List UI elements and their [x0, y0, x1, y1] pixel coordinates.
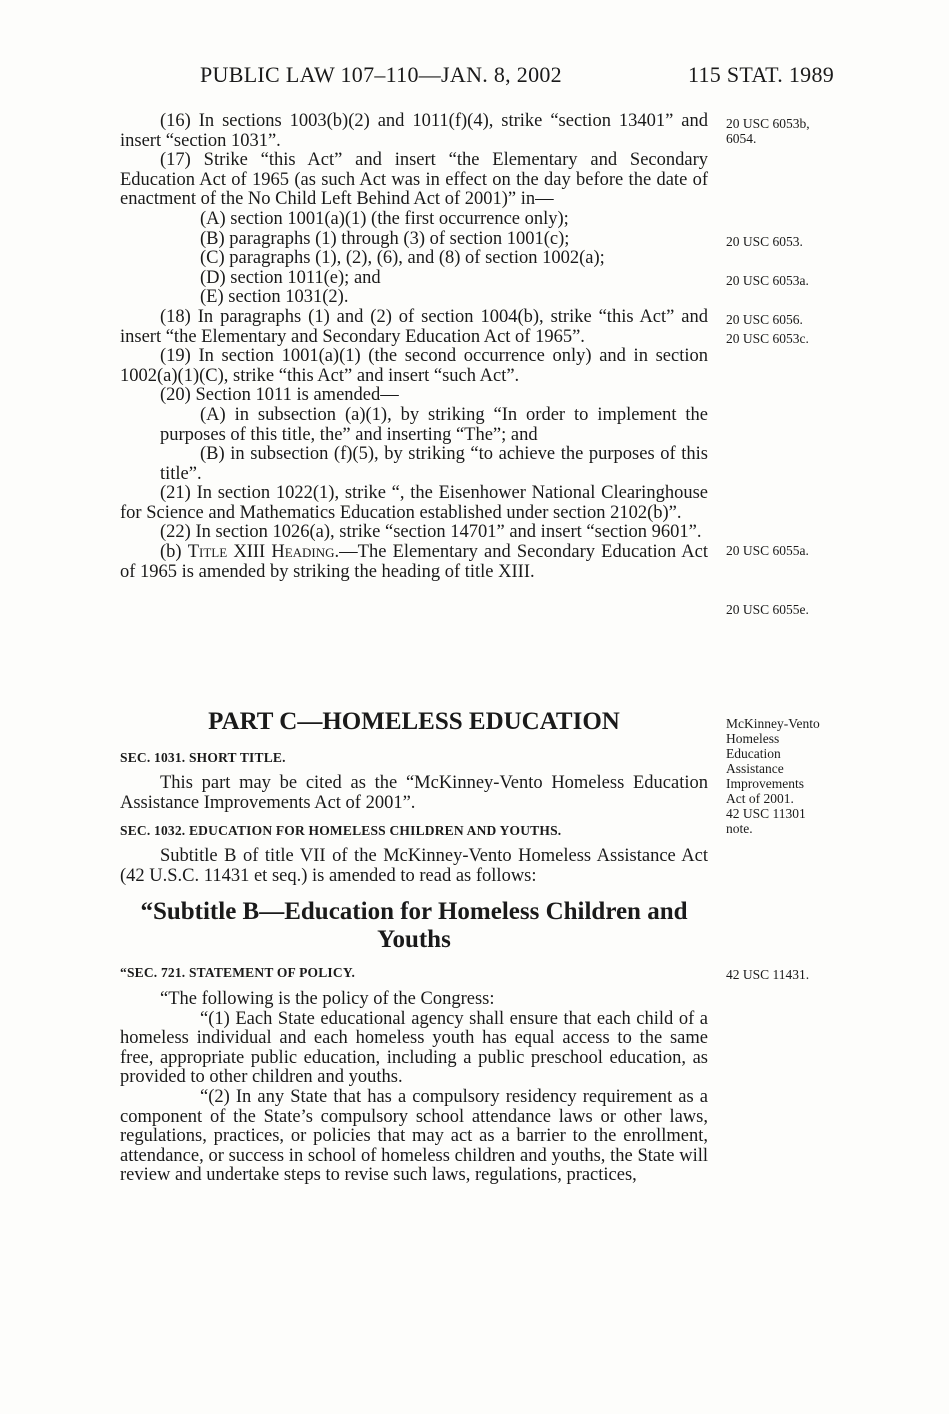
paragraph-18: (18) In paragraphs (1) and (2) of section 1004(b), strike “this Act” and insert “the Elementary and Secondary Education Act of 1965”. [120, 306, 708, 347]
margin-note-line: 6054. [726, 131, 757, 146]
sec-1032-body [120, 847, 708, 886]
paragraph-17a: (A) section 1001(a)(1) (the first occurrence only); [200, 208, 569, 229]
running-header-law: PUBLIC LAW 107–110—JAN. 8, 2002 [200, 62, 562, 87]
paragraph-17c: (C) paragraphs (1), (2), (6), and (8) of section 1002(a); [200, 248, 605, 269]
amendments-block [120, 112, 708, 582]
margin-note-line: McKinney-Vento [726, 716, 820, 731]
sec-721-item-1: “(1) Each State educational agency shall ensure that each child of a homeless individual and each homeless youth has equal access to the same free, appropriate public education, including a public preschool education, as provided to other children and youths. [120, 1008, 708, 1088]
subtitle-b-title [120, 898, 708, 954]
paragraph-17d: (D) section 1011(e); and [200, 267, 381, 288]
margin-note-6053a: 20 USC 6053a. [726, 273, 809, 288]
sec-1032-heading: SEC. 1032. EDUCATION FOR HOMELESS CHILDREN AND YOUTHS. [120, 823, 562, 838]
margin-note-6053b [726, 116, 810, 146]
sec-1032-text: Subtitle B of title VII of the McKinney-Vento Homeless Assistance Act (42 U.S.C. 11431 et seq.) is amended to read as follows: [120, 846, 708, 886]
paragraph-20: (20) Section 1011 is amended— [160, 385, 399, 406]
margin-note-line: Act of 2001. [726, 791, 794, 806]
paragraph-b [120, 543, 708, 582]
sec-1031-heading: SEC. 1031. SHORT TITLE. [120, 750, 286, 765]
margin-note-line: Education [726, 746, 781, 761]
sec-1031-body [120, 774, 708, 813]
margin-note-11431: 42 USC 11431. [726, 967, 810, 982]
running-header-page: 115 STAT. 1989 [688, 62, 835, 87]
sec-721-heading: “SEC. 721. STATEMENT OF POLICY. [120, 965, 356, 980]
margin-note-6055e: 20 USC 6055e. [726, 602, 809, 617]
paragraph-b-text: .—The Elementary and Secondary Education Act of 1965 is amended by striking the heading of title XIII. [120, 542, 708, 582]
paragraph-17e: (E) section 1031(2). [200, 287, 349, 308]
paragraph-20a: (A) in subsection (a)(1), by striking “In order to implement the purposes of this title, the” and inserting “The”; and [160, 404, 708, 445]
margin-note-6053: 20 USC 6053. [726, 234, 803, 249]
sec-721-body [120, 990, 708, 1186]
margin-note-line: 20 USC 6053b, [726, 116, 810, 131]
sec-721-item-2: “(2) In any State that has a compulsory residency requirement as a component of the State’s compulsory school attendance laws or other laws, regulations, practices, or policies that may act as a barrier to the enrollment, attendance, or success in school of homeless children and youths, the State will review and undertake steps to revise such laws, regulations, practices, [120, 1086, 708, 1186]
subtitle-b-title-line1: “Subtitle B—Education for Homeless Children and [140, 898, 688, 925]
paragraph-19: (19) In section 1001(a)(1) (the second occurrence only) and in section 1002(a)(1)(C), strike “this Act” and insert “such Act”. [120, 346, 708, 386]
margin-note-line: 42 USC 11301 [726, 806, 806, 821]
margin-note-6055a: 20 USC 6055a. [726, 543, 809, 558]
margin-note-line: Improvements [726, 776, 804, 791]
margin-note-line: Assistance [726, 761, 784, 776]
sec-721-intro: “The following is the policy of the Congress: [160, 989, 495, 1009]
paragraph-17b: (B) paragraphs (1) through (3) of section 1001(c); [200, 228, 570, 249]
paragraph-17: (17) Strike “this Act” and insert “the Elementary and Secondary Education Act of 1965 (as such Act was in effect on the day before the date of enactment of the No Child Left Behind Act of 2001)” in— [120, 150, 708, 210]
paragraph-b-prefix: (b) [160, 542, 188, 563]
paragraph-20b: (B) in subsection (f)(5), by striking “to achieve the purposes of this title”. [160, 444, 708, 484]
margin-note-6056: 20 USC 6056. [726, 312, 803, 327]
margin-note-mckinney-vento [726, 716, 820, 836]
paragraph-21: (21) In section 1022(1), strike “, the Eisenhower National Clearinghouse for Science and Mathematics Education established under section 2102(b)”. [120, 483, 708, 523]
margin-note-line: Homeless [726, 731, 780, 746]
margin-note-line: note. [726, 821, 753, 836]
subtitle-b-title-line2: Youths [377, 926, 451, 953]
paragraph-22: (22) In section 1026(a), strike “section 14701” and insert “section 9601”. [160, 522, 702, 543]
part-c-title: PART C—HOMELESS EDUCATION [208, 708, 620, 735]
paragraph-b-label: Title XIII Heading [187, 542, 335, 563]
sec-1031-text: This part may be cited as the “McKinney-Vento Homeless Education Assistance Improvements Act of 2001”. [120, 773, 708, 813]
paragraph-16: (16) In sections 1003(b)(2) and 1011(f)(4), strike “section 13401” and insert “section 1031”. [120, 111, 708, 151]
margin-note-6053c: 20 USC 6053c. [726, 331, 809, 346]
